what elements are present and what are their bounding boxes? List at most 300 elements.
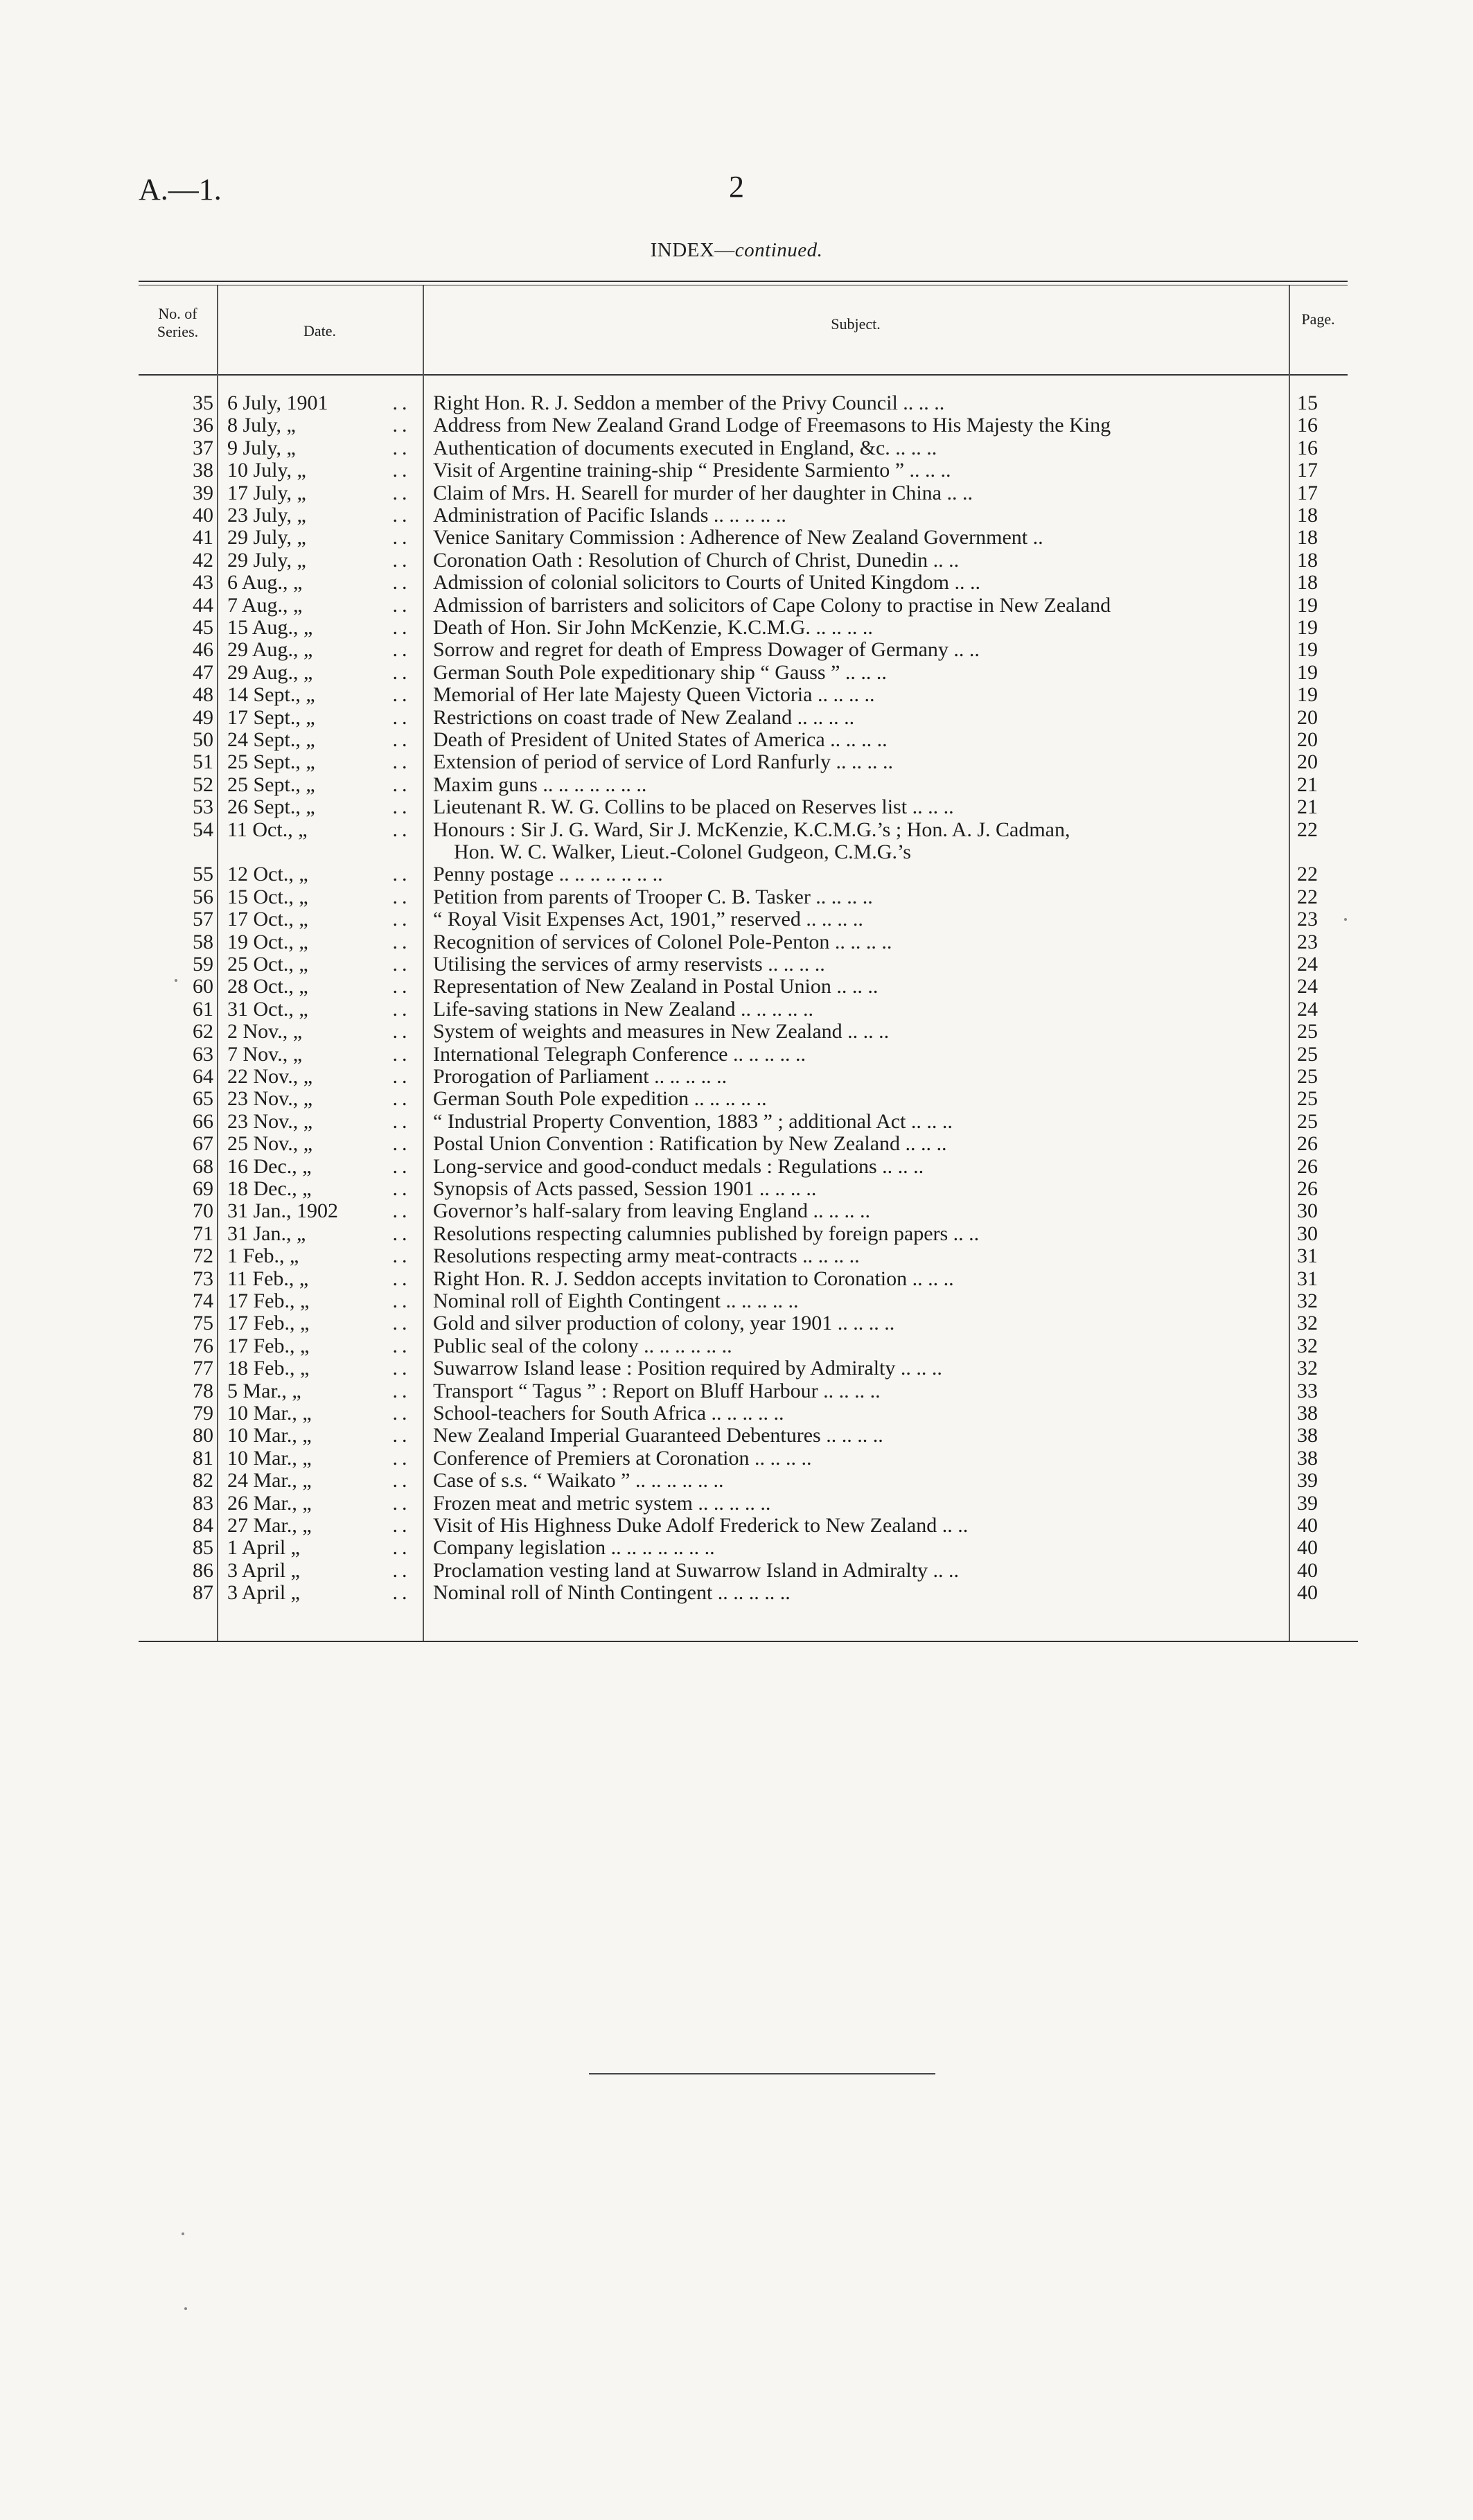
entry-date: 24 Mar., „	[227, 1469, 312, 1492]
series-number: 73	[193, 1267, 213, 1290]
entry-date: 12 Oct., „	[227, 863, 308, 886]
series-number: 56	[193, 885, 213, 908]
entry-subject: Admission of barristers and solicitors of Cape Colony to practise in New Zealand	[433, 594, 1111, 617]
entry-date: 31 Oct., „	[227, 997, 308, 1021]
entry-subject: Death of Hon. Sir John McKenzie, K.C.M.G. .. .. .. ..	[433, 617, 873, 639]
entry-page: 22	[1297, 885, 1318, 908]
table-row	[0, 1111, 1473, 1133]
table-row	[0, 572, 1473, 594]
leader-dots: ..	[392, 1042, 412, 1066]
table-row	[0, 437, 1473, 459]
entry-page: 21	[1297, 773, 1318, 796]
margin-speck	[175, 979, 177, 982]
entry-date: 6 Aug., „	[227, 571, 303, 594]
entry-page: 15	[1297, 391, 1318, 414]
entry-page: 23	[1297, 930, 1318, 953]
entry-page: 30	[1297, 1222, 1318, 1245]
entry-subject: Right Hon. R. J. Seddon accepts invitation to Coronation .. .. ..	[433, 1267, 954, 1290]
entry-date: 17 Feb., „	[227, 1334, 310, 1357]
entry-subject: Synopsis of Acts passed, Session 1901 .. .. .. ..	[433, 1178, 817, 1200]
entry-page: 38	[1297, 1402, 1318, 1425]
series-number: 80	[193, 1424, 213, 1447]
table-row	[0, 886, 1473, 908]
table-row	[0, 1380, 1473, 1402]
entry-date: 1 Feb., „	[227, 1244, 299, 1268]
entry-date: 24 Sept., „	[227, 728, 315, 751]
entry-page: 24	[1297, 953, 1318, 976]
table-row	[0, 1178, 1473, 1200]
series-number: 48	[193, 683, 213, 707]
leader-dots: ..	[392, 1312, 412, 1335]
series-number: 68	[193, 1154, 213, 1178]
table-row	[0, 1447, 1473, 1470]
entry-subject: Utilising the services of army reservists .. .. .. ..	[433, 953, 825, 976]
entry-date: 10 Mar., „	[227, 1446, 312, 1470]
entry-page: 40	[1297, 1536, 1318, 1560]
leader-dots: ..	[392, 1065, 412, 1088]
leader-dots: ..	[392, 1446, 412, 1470]
table-row	[0, 684, 1473, 706]
series-number: 36	[193, 414, 213, 437]
entry-page: 19	[1297, 683, 1318, 707]
leader-dots: ..	[392, 660, 412, 684]
series-number: 43	[193, 571, 213, 594]
table-row	[0, 931, 1473, 953]
entry-page: 26	[1297, 1177, 1318, 1200]
entry-subject: Life-saving stations in New Zealand .. .. .. .. ..	[433, 998, 814, 1021]
entry-subject: Death of President of United States of America .. .. .. ..	[433, 729, 888, 751]
entry-date: 29 Aug., „	[227, 660, 313, 684]
table-row	[0, 1560, 1473, 1582]
table-row	[0, 976, 1473, 998]
entry-date: 7 Aug., „	[227, 593, 303, 617]
series-number: 85	[193, 1536, 213, 1560]
table-row	[0, 1245, 1473, 1267]
table-row	[0, 1290, 1473, 1312]
entry-subject: Visit of His Highness Duke Adolf Frederick to New Zealand .. ..	[433, 1515, 969, 1537]
entry-date: 5 Mar., „	[227, 1379, 301, 1402]
entry-page: 24	[1297, 975, 1318, 998]
entry-subject: Authentication of documents executed in England, &c. .. .. ..	[433, 437, 937, 459]
series-number: 71	[193, 1222, 213, 1245]
entry-date: 18 Dec., „	[227, 1177, 312, 1200]
entry-page: 17	[1297, 459, 1318, 482]
table-row	[0, 1268, 1473, 1290]
entry-page: 38	[1297, 1446, 1318, 1470]
entry-subject: Governor’s half-salary from leaving England .. .. .. ..	[433, 1200, 870, 1223]
header-page: Page.	[1301, 310, 1335, 328]
entry-page: 40	[1297, 1514, 1318, 1537]
entry-subject-continuation: Hon. W. C. Walker, Lieut.-Colonel Gudgeon, C.M.G.’s	[454, 840, 911, 863]
entry-page: 19	[1297, 593, 1318, 617]
entry-page: 32	[1297, 1289, 1318, 1312]
entry-page: 18	[1297, 548, 1318, 572]
entry-page: 19	[1297, 660, 1318, 684]
series-number: 65	[193, 1087, 213, 1111]
table-row	[0, 819, 1473, 841]
table-row	[0, 504, 1473, 527]
table-row	[0, 1357, 1473, 1380]
series-number: 54	[193, 818, 213, 841]
entry-page: 31	[1297, 1244, 1318, 1268]
entry-subject: Visit of Argentine training-ship “ Presidente Sarmiento ” .. .. ..	[433, 459, 951, 482]
entry-date: 14 Sept., „	[227, 683, 315, 707]
series-number: 59	[193, 953, 213, 976]
entry-page: 20	[1297, 728, 1318, 751]
entry-subject: Honours : Sir J. G. Ward, Sir J. McKenzie, K.C.M.G.’s ; Hon. A. J. Cadman,	[433, 818, 1070, 841]
table-row	[0, 1335, 1473, 1357]
series-number: 77	[193, 1357, 213, 1380]
entry-page: 18	[1297, 526, 1318, 549]
table-row	[0, 392, 1473, 414]
leader-dots: ..	[392, 1469, 412, 1492]
entry-date: 29 July, „	[227, 526, 306, 549]
entry-date: 23 Nov., „	[227, 1087, 313, 1111]
running-title-italic: continued.	[734, 239, 823, 261]
entry-subject: Lieutenant R. W. G. Collins to be placed on Reserves list .. .. ..	[433, 796, 954, 819]
running-title-text: INDEX—	[650, 239, 735, 261]
entry-subject: Suwarrow Island lease : Position required by Admiralty .. .. ..	[433, 1357, 942, 1380]
entry-page: 20	[1297, 750, 1318, 774]
entry-date: 26 Sept., „	[227, 795, 315, 819]
entry-date: 10 Mar., „	[227, 1402, 312, 1425]
leader-dots: ..	[392, 818, 412, 841]
entry-subject: German South Pole expedition .. .. .. .. ..	[433, 1088, 767, 1111]
leader-dots: ..	[392, 953, 412, 976]
entry-subject: Frozen meat and metric system .. .. .. .. ..	[433, 1492, 771, 1515]
entry-date: 17 July, „	[227, 481, 306, 504]
entry-subject: Transport “ Tagus ” : Report on Bluff Harbour .. .. .. ..	[433, 1380, 881, 1402]
entry-subject: “ Royal Visit Expenses Act, 1901,” reserved .. .. .. ..	[433, 908, 863, 931]
leader-dots: ..	[392, 459, 412, 482]
table-row	[0, 1200, 1473, 1222]
table-row	[0, 1537, 1473, 1559]
table-row	[0, 662, 1473, 684]
entry-page: 30	[1297, 1199, 1318, 1223]
table-row	[0, 1043, 1473, 1066]
series-number: 46	[193, 638, 213, 662]
entry-date: 25 Nov., „	[227, 1132, 313, 1156]
series-number: 67	[193, 1132, 213, 1156]
entry-date: 17 Sept., „	[227, 705, 315, 729]
entry-subject: Sorrow and regret for death of Empress Dowager of Germany .. ..	[433, 639, 980, 662]
entry-subject: Proclamation vesting land at Suwarrow Island in Admiralty .. ..	[433, 1559, 960, 1582]
entry-page: 32	[1297, 1357, 1318, 1380]
entry-subject: Coronation Oath : Resolution of Church of Christ, Dunedin .. ..	[433, 549, 960, 572]
table-row	[0, 774, 1473, 796]
entry-date: 3 April „	[227, 1581, 300, 1605]
entry-date: 22 Nov., „	[227, 1065, 313, 1088]
entry-subject: School-teachers for South Africa .. .. .. .. ..	[433, 1402, 784, 1425]
table-row	[0, 1312, 1473, 1334]
entry-subject: Nominal roll of Eighth Contingent .. .. .. .. ..	[433, 1290, 799, 1312]
table-row	[0, 1492, 1473, 1515]
series-number: 74	[193, 1289, 213, 1312]
entry-date: 17 Oct., „	[227, 908, 308, 931]
entry-date: 27 Mar., „	[227, 1514, 312, 1537]
series-number: 35	[193, 391, 213, 414]
header-bottom-rule	[139, 374, 1348, 376]
table-row	[0, 908, 1473, 931]
table-row	[0, 549, 1473, 572]
entry-subject: Nominal roll of Ninth Contingent .. .. .. .. ..	[433, 1582, 791, 1605]
table-row	[0, 1156, 1473, 1178]
margin-speck	[184, 2307, 187, 2310]
leader-dots: ..	[392, 930, 412, 953]
leader-dots: ..	[392, 975, 412, 998]
entry-page: 18	[1297, 504, 1318, 527]
table-row	[0, 594, 1473, 617]
table-row	[0, 639, 1473, 661]
leader-dots: ..	[392, 1558, 412, 1582]
margin-speck	[182, 2232, 184, 2235]
table-row	[0, 1402, 1473, 1425]
entry-subject: Resolutions respecting army meat-contracts .. .. .. ..	[433, 1245, 860, 1268]
series-number: 62	[193, 1020, 213, 1043]
entry-date: 17 Feb., „	[227, 1312, 310, 1335]
leader-dots: ..	[392, 1154, 412, 1178]
entry-page: 21	[1297, 795, 1318, 819]
entry-page: 25	[1297, 1109, 1318, 1133]
entry-date: 23 July, „	[227, 504, 306, 527]
series-number: 50	[193, 728, 213, 751]
entry-page: 17	[1297, 481, 1318, 504]
entry-subject: International Telegraph Conference .. .. .. .. ..	[433, 1043, 806, 1066]
table-row	[0, 459, 1473, 482]
entry-page: 25	[1297, 1087, 1318, 1111]
entry-page: 24	[1297, 997, 1318, 1021]
leader-dots: ..	[392, 1087, 412, 1111]
series-number: 78	[193, 1379, 213, 1402]
entry-subject: Resolutions respecting calumnies published by foreign papers .. ..	[433, 1222, 980, 1245]
leader-dots: ..	[392, 728, 412, 751]
entry-subject: Right Hon. R. J. Seddon a member of the Privy Council .. .. ..	[433, 392, 945, 414]
leader-dots: ..	[392, 391, 412, 414]
entry-subject: “ Industrial Property Convention, 1883 ” ; additional Act .. .. ..	[433, 1110, 953, 1133]
leader-dots: ..	[392, 1581, 412, 1605]
leader-dots: ..	[392, 1020, 412, 1043]
entry-subject: Long-service and good-conduct medals : Regulations .. .. ..	[433, 1155, 924, 1178]
entry-page: 26	[1297, 1154, 1318, 1178]
entry-page: 33	[1297, 1379, 1318, 1402]
leader-dots: ..	[392, 750, 412, 774]
entry-date: 8 July, „	[227, 414, 296, 437]
entry-page: 38	[1297, 1424, 1318, 1447]
table-row	[0, 414, 1473, 437]
table-row	[0, 796, 1473, 818]
series-number: 69	[193, 1177, 213, 1200]
entry-date: 19 Oct., „	[227, 930, 308, 953]
entry-subject: New Zealand Imperial Guaranteed Debentures .. .. .. ..	[433, 1425, 883, 1447]
leader-dots: ..	[392, 436, 412, 459]
margin-speck	[1344, 918, 1347, 921]
leader-dots: ..	[392, 1199, 412, 1223]
entry-page: 22	[1297, 818, 1318, 841]
series-number: 57	[193, 908, 213, 931]
entry-subject: Penny postage .. .. .. .. .. .. ..	[433, 863, 663, 886]
entry-subject: Claim of Mrs. H. Searell for murder of her daughter in China .. ..	[433, 482, 973, 504]
leader-dots: ..	[392, 1244, 412, 1268]
leader-dots: ..	[392, 526, 412, 549]
table-row	[0, 998, 1473, 1021]
table-row	[0, 751, 1473, 773]
leader-dots: ..	[392, 1379, 412, 1402]
leader-dots: ..	[392, 908, 412, 931]
entry-date: 31 Jan., 1902	[227, 1199, 338, 1223]
table-row	[0, 1088, 1473, 1110]
table-row	[0, 1223, 1473, 1245]
leader-dots: ..	[392, 638, 412, 662]
entry-date: 29 Aug., „	[227, 638, 313, 662]
series-number: 37	[193, 436, 213, 459]
table-bottom-rule	[139, 1641, 1358, 1642]
entry-subject: Representation of New Zealand in Postal Union .. .. ..	[433, 976, 879, 998]
entry-page: 25	[1297, 1020, 1318, 1043]
entry-date: 9 July, „	[227, 436, 296, 459]
entry-subject: Address from New Zealand Grand Lodge of Freemasons to His Majesty the King	[433, 414, 1111, 437]
series-number: 86	[193, 1558, 213, 1582]
table-row-continuation	[0, 841, 1473, 863]
leader-dots: ..	[392, 773, 412, 796]
series-number: 58	[193, 930, 213, 953]
entry-date: 11 Feb., „	[227, 1267, 309, 1290]
leader-dots: ..	[392, 1132, 412, 1156]
table-row	[0, 863, 1473, 885]
table-row	[0, 1515, 1473, 1537]
series-number: 87	[193, 1581, 213, 1605]
leader-dots: ..	[392, 504, 412, 527]
leader-dots: ..	[392, 414, 412, 437]
series-number: 38	[193, 459, 213, 482]
series-number: 41	[193, 526, 213, 549]
leader-dots: ..	[392, 683, 412, 707]
entry-subject: Recognition of services of Colonel Pole-Penton .. .. .. ..	[433, 931, 892, 953]
entry-page: 31	[1297, 1267, 1318, 1290]
table-row	[0, 1133, 1473, 1155]
leader-dots: ..	[392, 616, 412, 639]
series-number: 60	[193, 975, 213, 998]
series-number: 47	[193, 660, 213, 684]
series-number: 53	[193, 795, 213, 819]
header-subject: Subject.	[831, 315, 881, 333]
series-number: 72	[193, 1244, 213, 1268]
table-top-rule	[139, 281, 1348, 282]
series-number: 52	[193, 773, 213, 796]
series-number: 42	[193, 548, 213, 572]
series-number: 83	[193, 1491, 213, 1515]
entry-date: 28 Oct., „	[227, 975, 308, 998]
series-number: 66	[193, 1109, 213, 1133]
leader-dots: ..	[392, 481, 412, 504]
entry-date: 15 Aug., „	[227, 616, 313, 639]
series-number: 45	[193, 616, 213, 639]
leader-dots: ..	[392, 863, 412, 886]
header-no-of-series: No. of Series.	[157, 305, 199, 340]
series-number: 51	[193, 750, 213, 774]
entry-date: 26 Mar., „	[227, 1491, 312, 1515]
leader-dots: ..	[392, 1536, 412, 1560]
leader-dots: ..	[392, 795, 412, 819]
series-number: 40	[193, 504, 213, 527]
entry-subject: Administration of Pacific Islands .. .. .. .. ..	[433, 504, 786, 527]
table-row	[0, 1470, 1473, 1492]
leader-dots: ..	[392, 1491, 412, 1515]
entry-page: 23	[1297, 908, 1318, 931]
running-title	[0, 239, 1473, 262]
entry-page: 39	[1297, 1491, 1318, 1515]
leader-dots: ..	[392, 1289, 412, 1312]
entry-page: 19	[1297, 616, 1318, 639]
entry-date: 3 April „	[227, 1558, 300, 1582]
leader-dots: ..	[392, 1222, 412, 1245]
leader-dots: ..	[392, 705, 412, 729]
table-row	[0, 1066, 1473, 1088]
series-number: 61	[193, 997, 213, 1021]
table-row	[0, 527, 1473, 549]
entry-date: 15 Oct., „	[227, 885, 308, 908]
leader-dots: ..	[392, 1357, 412, 1380]
closing-rule	[589, 2073, 935, 2074]
page-number: 2	[729, 170, 744, 204]
table-row	[0, 1021, 1473, 1043]
leader-dots: ..	[392, 593, 412, 617]
entry-date: 31 Jan., „	[227, 1222, 306, 1245]
entry-subject: Venice Sanitary Commission : Adherence of New Zealand Government ..	[433, 527, 1043, 549]
leader-dots: ..	[392, 571, 412, 594]
entry-subject: Admission of colonial solicitors to Courts of United Kingdom .. ..	[433, 572, 980, 594]
entry-page: 25	[1297, 1042, 1318, 1066]
entry-page: 26	[1297, 1132, 1318, 1156]
entry-page: 19	[1297, 638, 1318, 662]
entry-subject: Memorial of Her late Majesty Queen Victoria .. .. .. ..	[433, 684, 875, 707]
entry-subject: Company legislation .. .. .. .. .. .. ..	[433, 1537, 715, 1560]
series-number: 81	[193, 1446, 213, 1470]
entry-date: 25 Sept., „	[227, 773, 315, 796]
entry-date: 17 Feb., „	[227, 1289, 310, 1312]
entry-page: 32	[1297, 1312, 1318, 1335]
entry-date: 23 Nov., „	[227, 1109, 313, 1133]
entry-date: 18 Feb., „	[227, 1357, 310, 1380]
entry-date: 16 Dec., „	[227, 1154, 312, 1178]
leader-dots: ..	[392, 1514, 412, 1537]
table-row	[0, 707, 1473, 729]
entry-page: 25	[1297, 1065, 1318, 1088]
entry-date: 1 April „	[227, 1536, 300, 1560]
series-number: 84	[193, 1514, 213, 1537]
entry-page: 39	[1297, 1469, 1318, 1492]
entry-page: 40	[1297, 1558, 1318, 1582]
entry-date: 6 July, 1901	[227, 391, 328, 414]
entry-subject: German South Pole expeditionary ship “ Gauss ” .. .. ..	[433, 661, 887, 684]
leader-dots: ..	[392, 1177, 412, 1200]
entry-subject: Conference of Premiers at Coronation .. .. .. ..	[433, 1447, 812, 1470]
entry-subject: Prorogation of Parliament .. .. .. .. ..	[433, 1066, 727, 1088]
leader-dots: ..	[392, 548, 412, 572]
table-row	[0, 729, 1473, 751]
leader-dots: ..	[392, 1267, 412, 1290]
entry-page: 22	[1297, 863, 1318, 886]
entry-date: 11 Oct., „	[227, 818, 308, 841]
series-number: 63	[193, 1042, 213, 1066]
entry-subject: Restrictions on coast trade of New Zealand .. .. .. ..	[433, 706, 855, 729]
entry-date: 2 Nov., „	[227, 1020, 303, 1043]
entry-subject: Maxim guns .. .. .. .. .. .. ..	[433, 773, 647, 796]
table-row	[0, 1425, 1473, 1447]
entry-subject: System of weights and measures in New Zealand .. .. ..	[433, 1021, 890, 1043]
entry-page: 40	[1297, 1581, 1318, 1605]
series-number: 76	[193, 1334, 213, 1357]
series-number: 55	[193, 863, 213, 886]
